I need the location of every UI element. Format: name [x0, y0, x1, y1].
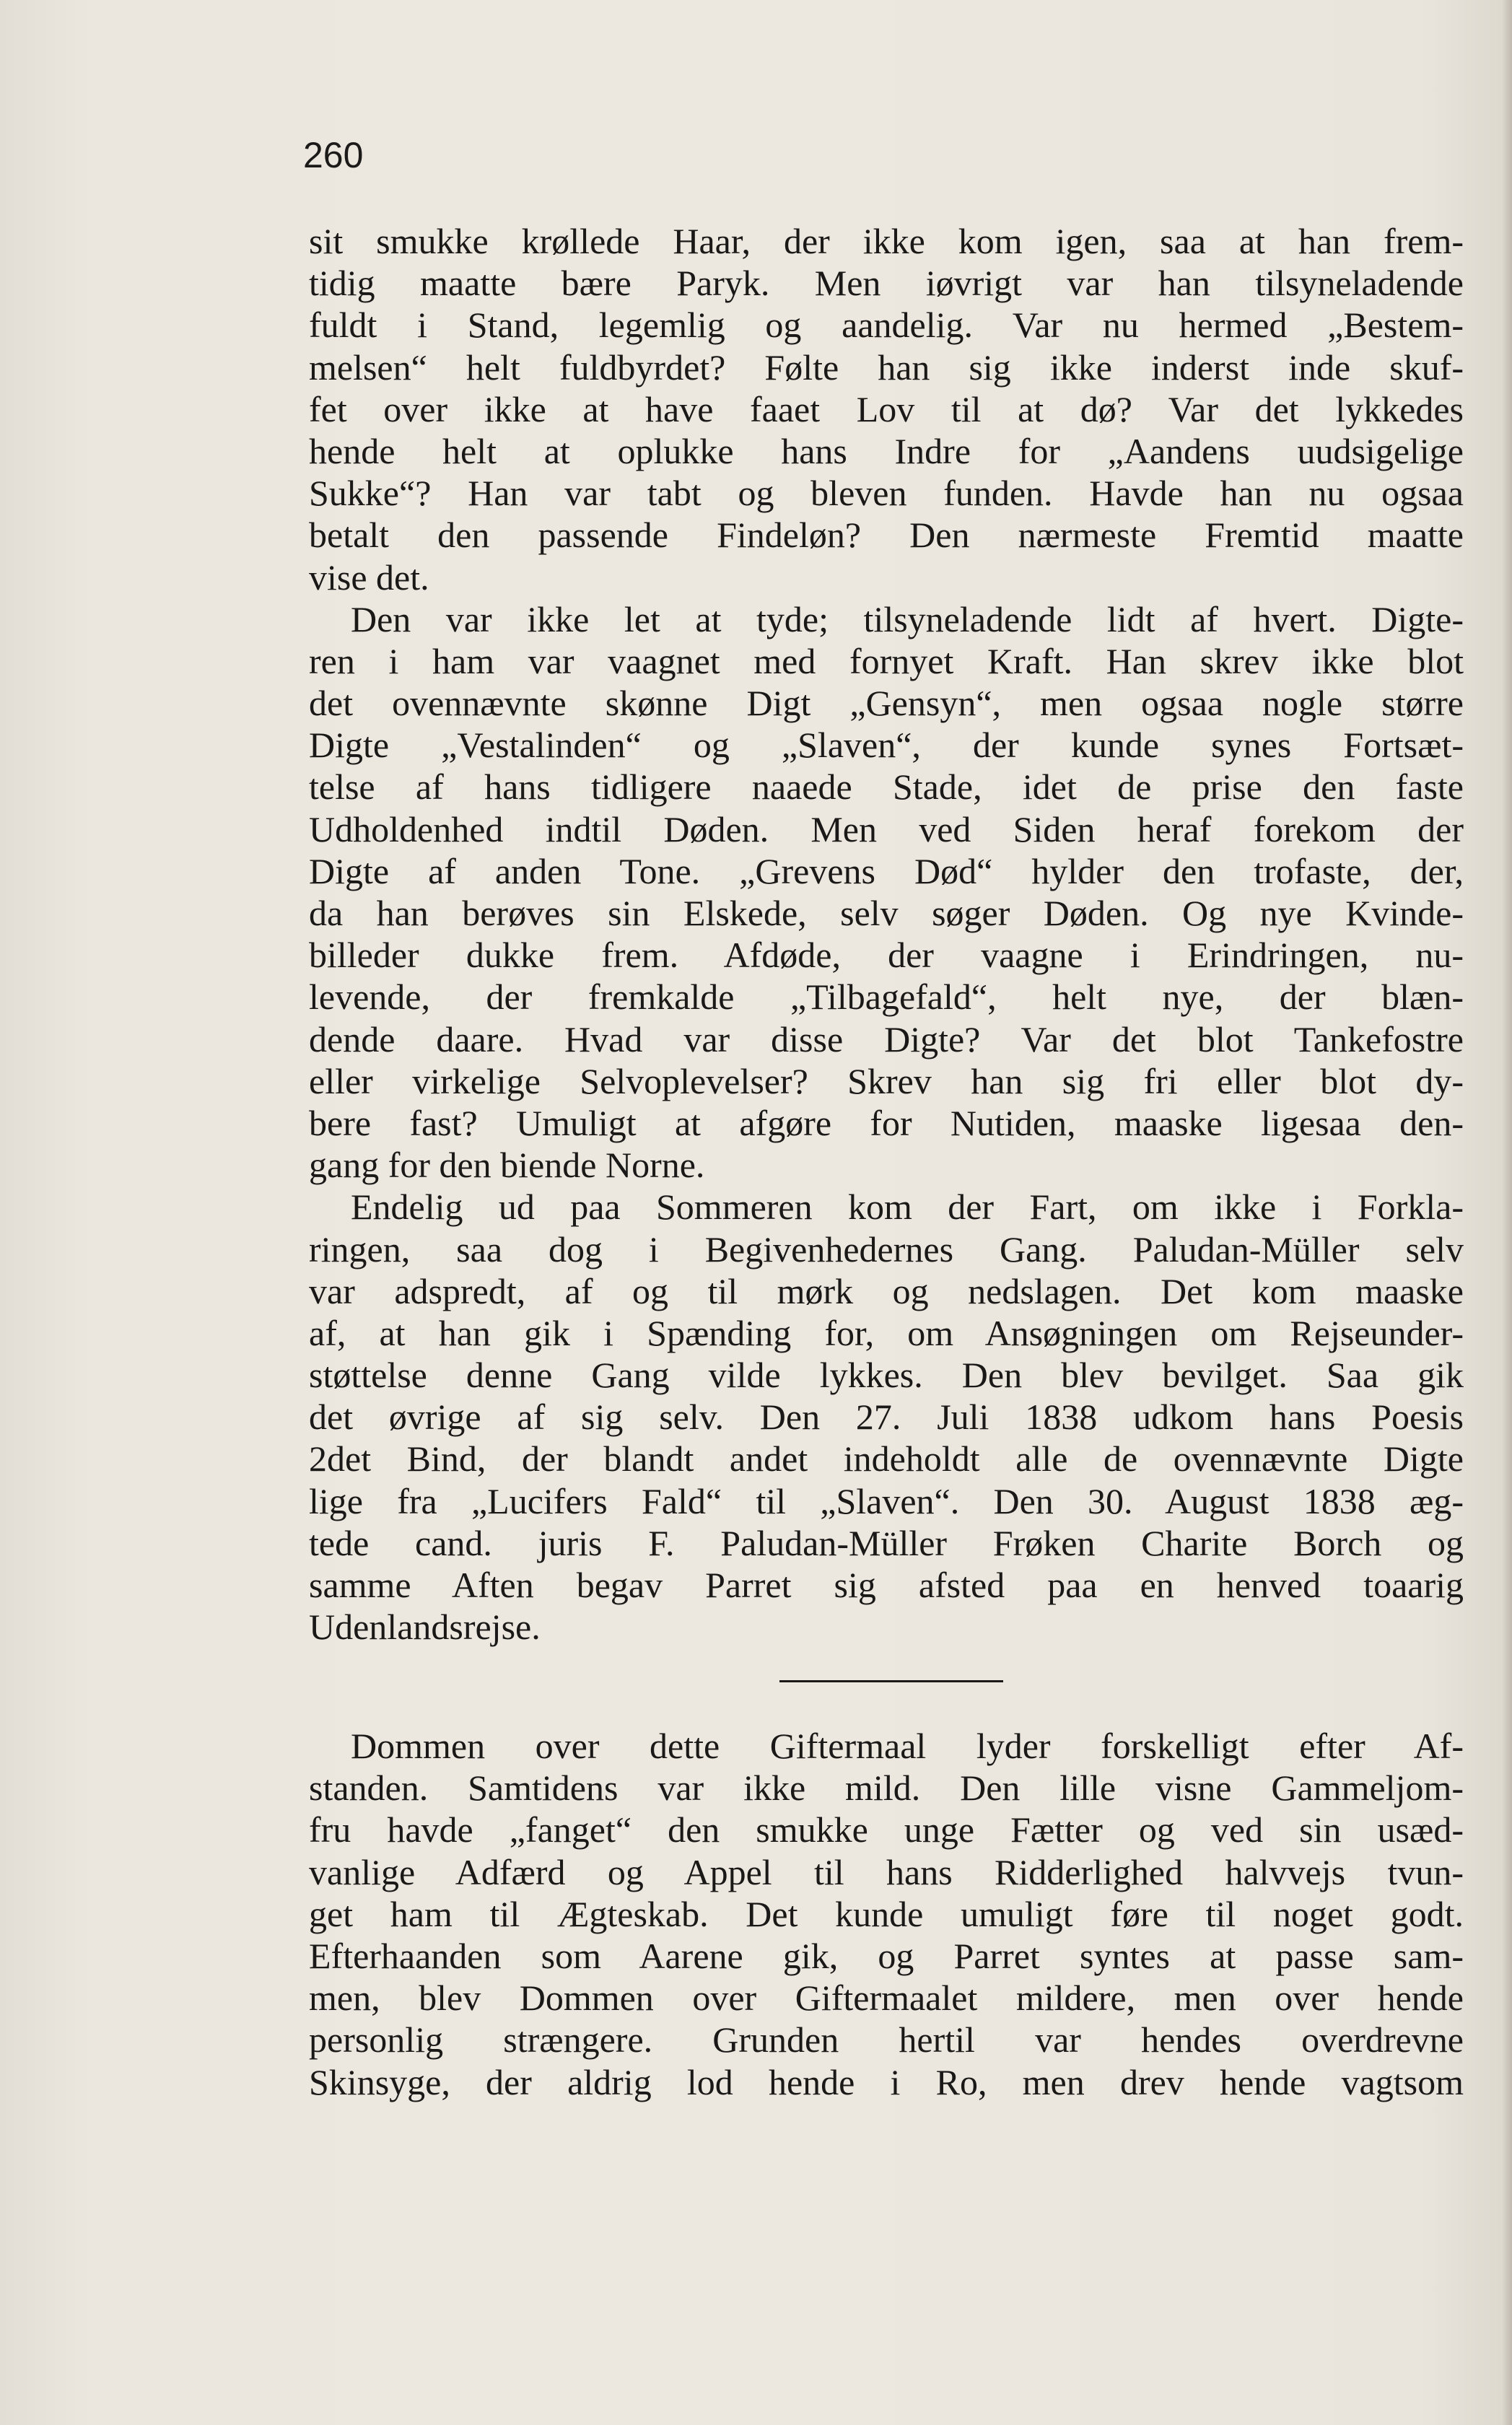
text-line: 2det Bind, der blandt andet indeholdt alle de ovennævnte Digte — [309, 1438, 1464, 1480]
text-line: af, at han gik i Spænding for, om Ansøgningen om Rejseunder- — [309, 1312, 1464, 1353]
text-block-top — [309, 220, 1464, 1648]
text-line: billeder dukke frem. Afdøde, der vaagne i Erindringen, nu- — [309, 935, 1464, 976]
text-line: tidig maatte bære Paryk. Men iøvrigt var han tilsyneladende — [309, 263, 1464, 304]
text-line: betalt den passende Findeløn? Den nærmeste Fremtid maatte — [309, 515, 1464, 556]
text-line: melsen“ helt fuldbyrdet? Følte han sig ikke inderst inde skuf- — [309, 346, 1464, 388]
text-line: det øvrige af sig selv. Den 27. Juli 1838 udkom hans Poesis — [309, 1397, 1464, 1438]
text-line: Digte „Vestalinden“ og „Slaven“, der kunde synes Fortsæt- — [309, 725, 1464, 766]
page-edge-shadow — [1502, 0, 1512, 2425]
text-line: get ham til Ægteskab. Det kunde umuligt føre til noget godt. — [309, 1893, 1464, 1934]
paragraph — [309, 220, 1464, 598]
section-separator-rule — [779, 1680, 1003, 1682]
text-line: samme Aften begav Parret sig afsted paa en henved toaarig — [309, 1565, 1464, 1605]
paragraph — [309, 1725, 1464, 2103]
text-line: var adspredt, af og til mørk og nedslagen. Det kom maaske — [309, 1270, 1464, 1311]
text-line: da han berøves sin Elskede, selv søger Døden. Og nye Kvinde- — [309, 893, 1464, 933]
text-line: Digte af anden Tone. „Grevens Død“ hylder den trofaste, der, — [309, 850, 1464, 891]
text-line: telse af hans tidligere naaede Stade, idet de prise den faste — [309, 766, 1464, 808]
text-line: gang for den biende Norne. — [309, 1145, 705, 1186]
text-line: dende daare. Hvad var disse Digte? Var det blot Tankefostre — [309, 1018, 1464, 1059]
text-line: fet over ikke at have faaet Lov til at dø? Var det lykkedes — [309, 388, 1464, 429]
text-line: Efterhaanden som Aarene gik, og Parret syntes at passe sam- — [309, 1935, 1464, 1976]
text-line: ringen, saa dog i Begivenhedernes Gang. Paludan-Müller selv — [309, 1228, 1464, 1270]
text-line: lige fra „Lucifers Fald“ til „Slaven“. Den 30. August 1838 æg- — [309, 1480, 1464, 1521]
text-line: fuldt i Stand, legemlig og aandelig. Var nu hermed „Bestem- — [309, 305, 1464, 346]
text-line: levende, der fremkalde „Tilbagefald“, helt nye, der blæn- — [309, 976, 1464, 1018]
text-line: hende helt at oplukke hans Indre for „Aandens uudsigelige — [309, 430, 1464, 471]
paragraph — [309, 598, 1464, 1187]
text-line: tede cand. juris F. Paludan-Müller Frøken Charite Borch og — [309, 1522, 1464, 1563]
text-line: vanlige Adfærd og Appel til hans Ridderlighed halvvejs tvun- — [309, 1851, 1464, 1892]
text-line: personlig strængere. Grunden hertil var hendes overdrevne — [309, 2019, 1464, 2061]
text-line: Udenlandsrejse. — [309, 1607, 541, 1648]
paragraph — [309, 1186, 1464, 1648]
text-line: bere fast? Umuligt at afgøre for Nutiden, maaske ligesaa den- — [309, 1102, 1464, 1143]
text-line: men, blev Dommen over Giftermaalet mildere, men over hende — [309, 1978, 1464, 2019]
text-line: det ovennævnte skønne Digt „Gensyn“, men ogsaa nogle større — [309, 683, 1464, 724]
text-line: eller virkelige Selvoplevelser? Skrev han sig fri eller blot dy- — [309, 1060, 1464, 1101]
text-line: vise det. — [309, 556, 429, 598]
text-line: Endelig ud paa Sommeren kom der Fart, om ikke i Forkla- — [351, 1187, 1464, 1228]
text-line: standen. Samtidens var ikke mild. Den lille visne Gammeljom- — [309, 1768, 1464, 1809]
text-line: Den var ikke let at tyde; tilsyneladende lidt af hvert. Digte- — [351, 598, 1464, 639]
text-line: fru havde „fanget“ den smukke unge Fætter og ved sin usæd- — [309, 1809, 1464, 1851]
text-block-bottom — [309, 1725, 1464, 2103]
text-line: støttelse denne Gang vilde lykkes. Den blev bevilget. Saa gik — [309, 1355, 1464, 1396]
text-line: Skinsyge, der aldrig lod hende i Ro, men drev hende vagtsom — [309, 2061, 1464, 2102]
page-number: 260 — [303, 135, 364, 175]
text-line: Sukke“? Han var tabt og bleven funden. Havde han nu ogsaa — [309, 473, 1464, 514]
text-line: Udholdenhed indtil Døden. Men ved Siden heraf forekom der — [309, 808, 1464, 849]
text-line: sit smukke krøllede Haar, der ikke kom igen, saa at han frem- — [309, 221, 1464, 261]
text-line: Dommen over dette Giftermaal lyder forskelligt efter Af- — [351, 1726, 1464, 1766]
text-line: ren i ham var vaagnet med fornyet Kraft. Han skrev ikke blot — [309, 640, 1464, 681]
